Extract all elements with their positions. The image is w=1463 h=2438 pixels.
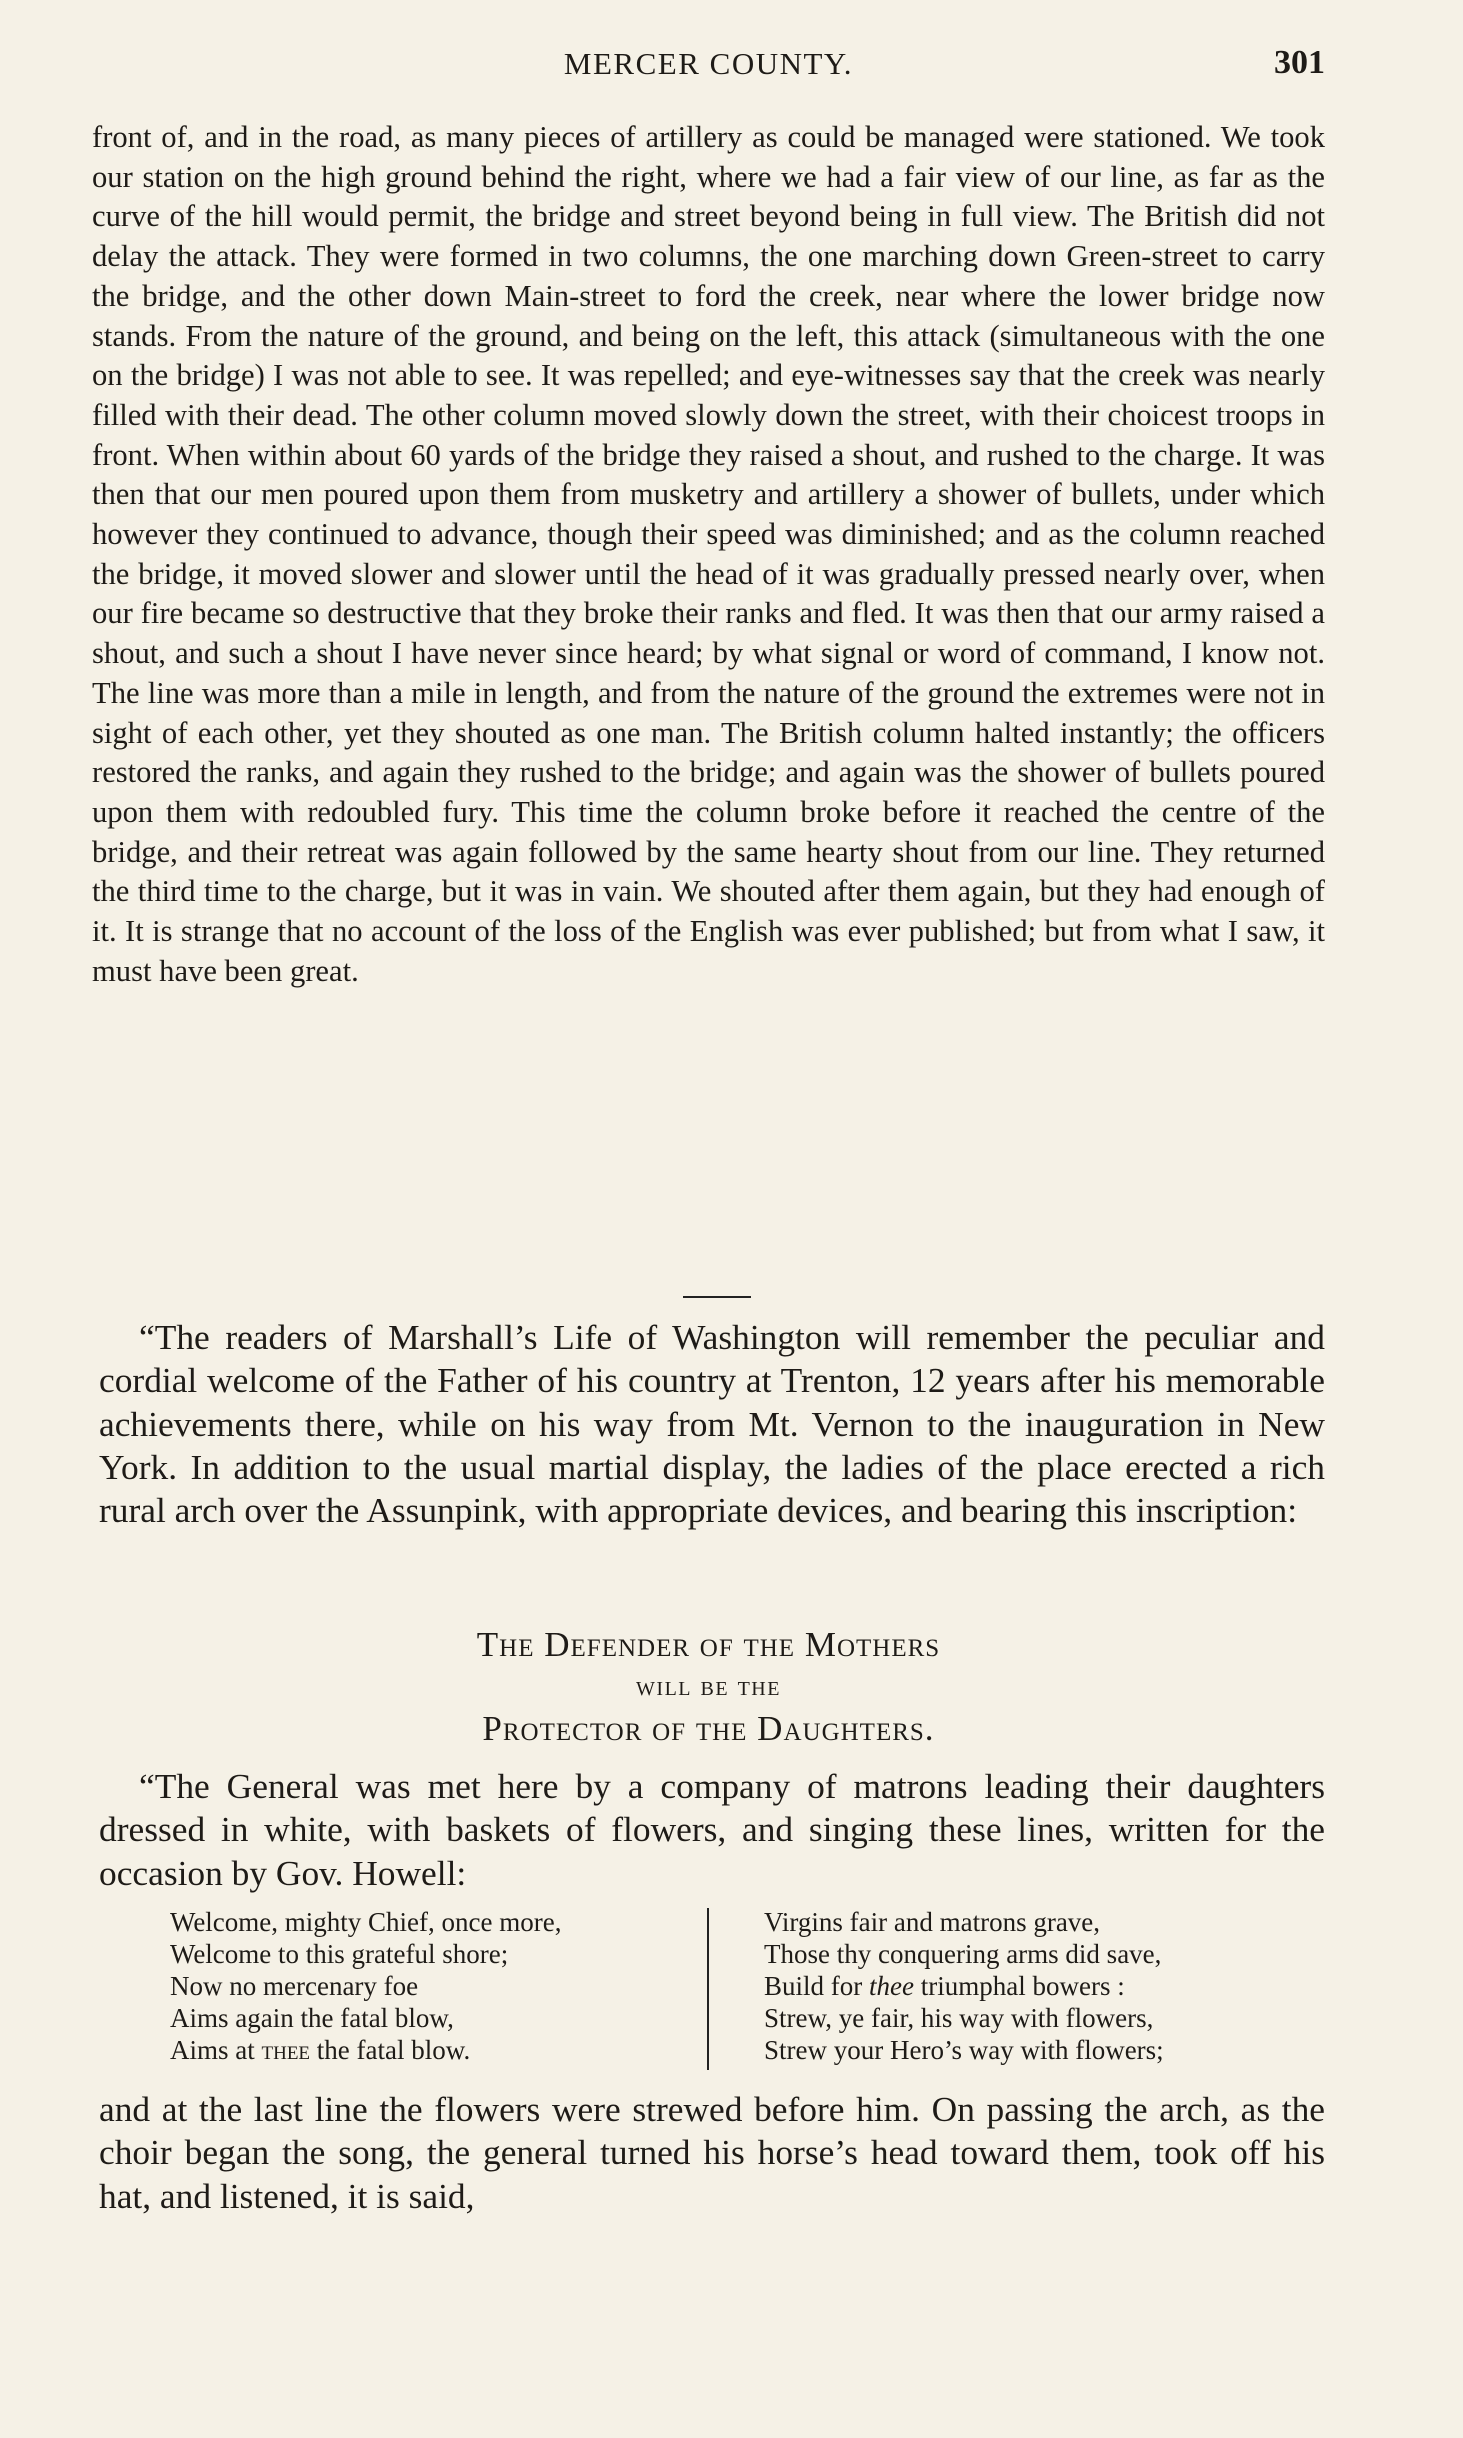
verse-line: [170, 2034, 710, 2066]
running-head: [92, 40, 1325, 90]
body-paragraph-block: [92, 118, 1325, 991]
verse-line: Virgins fair and matrons grave,: [764, 1907, 1101, 1937]
verse-line: Those thy conquering arms did save,: [764, 1939, 1162, 1969]
verse-fragment: the fatal blow.: [316, 2035, 471, 2065]
verse-fragment: Build for: [764, 1971, 863, 2001]
verse-left-column: [170, 1906, 710, 2066]
verse-line: Strew, ye fair, his way with flowers,: [764, 2003, 1154, 2033]
verse-emphasis: thee: [869, 1971, 914, 2001]
arch-inscription: [92, 1623, 1325, 1751]
verse-line: Aims again the fatal blow,: [170, 2003, 454, 2033]
closing-paragraph: and at the last line the flowers were strewed before him. On passing the arch, as the choir began the song, the general turned his horse’s head toward them, took off his hat, and listened, it is said,: [99, 2089, 1325, 2216]
closing-block: [99, 2088, 1325, 2218]
verse-right-column: [764, 1906, 1324, 2066]
section-divider: [683, 1296, 751, 1298]
verse-line: [764, 1970, 1324, 2002]
inscription-line-2: will be the: [636, 1671, 781, 1702]
inscription-line-1: The Defender of the Mothers: [476, 1625, 941, 1664]
verse-fragment: Aims at: [170, 2035, 255, 2065]
verse-line: Strew your Hero’s way with flowers;: [764, 2035, 1164, 2065]
quote-paragraph-2: “The General was met here by a company of matrons leading their daughters dressed in white, with baskets of flowers, and singing these lines, written for the occasion by Gov. Howell:: [99, 1766, 1325, 1893]
verse-line: Welcome to this grateful shore;: [170, 1939, 509, 1969]
verse-line: Welcome, mighty Chief, once more,: [170, 1907, 562, 1937]
verse-fragment: triumphal bowers :: [920, 1971, 1125, 2001]
verse-emphasis: thee: [261, 2035, 311, 2065]
inscription-line-3: Protector of the Daughters.: [482, 1709, 935, 1748]
verse-column-divider: [707, 1908, 709, 2070]
page-number: 301: [1274, 44, 1325, 81]
quote-block-1: [99, 1316, 1325, 1532]
verse-line: Now no mercenary foe: [170, 1971, 419, 2001]
quote-block-2: [99, 1765, 1325, 1895]
verse-block: [170, 1906, 1320, 2074]
body-paragraph: front of, and in the road, as many pieces of artillery as could be managed were stationed. We took our station on the high ground behind the right, where we had a fair view of our line, as far as the curve of the hill would permit, the bridge and street beyond being in full view. The British did not delay the attack. They were formed in two columns, the one marching down Green-street to carry the bridge, and the other down Main-street to ford the creek, near where the lower bridge now stands. From the nature of the ground, and being on the left, this attack (simultaneous with the one on the bridge) I was not able to see. It was repelled; and eye-witnesses say that the creek was nearly filled with their dead. The other column moved slowly down the street, with their choicest troops in front. When within about 60 yards of the bridge they raised a shout, and rushed to the charge. It was then that our men poured upon them from musketry and artillery a shower of bullets, under which however they continued to advance, though their speed was diminished; and as the column reached the bridge, it moved slower and slower until the head of it was gradually pressed nearly over, when our fire became so destructive that they broke their ranks and fled. It was then that our army raised a shout, and such a shout I have never since heard; by what signal or word of command, I know not. The line was more than a mile in length, and from the nature of the ground the extremes were not in sight of each other, yet they shouted as one man. The British column halted instantly; the officers restored the ranks, and again they rushed to the bridge; and again was the shower of bullets poured upon them with redoubled fury. This time the column broke before it reached the centre of the bridge, and their retreat was again followed by the same hearty shout from our line. They returned the third time to the charge, but it was in vain. We shouted after them again, but they had enough of it. It is strange that no account of the loss of the English was ever published; but from what I saw, it must have been great.: [92, 120, 1325, 988]
quote-paragraph-1: “The readers of Marshall’s Life of Washington will remember the peculiar and cordial welcome of the Father of his country at Trenton, 12 years after his memorable achievements there, while on his way from Mt. Vernon to the inauguration in New York. In addition to the usual martial display, the ladies of the place erected a rich rural arch over the Assunpink, with appropriate devices, and bearing this inscription:: [99, 1317, 1325, 1531]
running-title: MERCER COUNTY.: [563, 46, 854, 81]
